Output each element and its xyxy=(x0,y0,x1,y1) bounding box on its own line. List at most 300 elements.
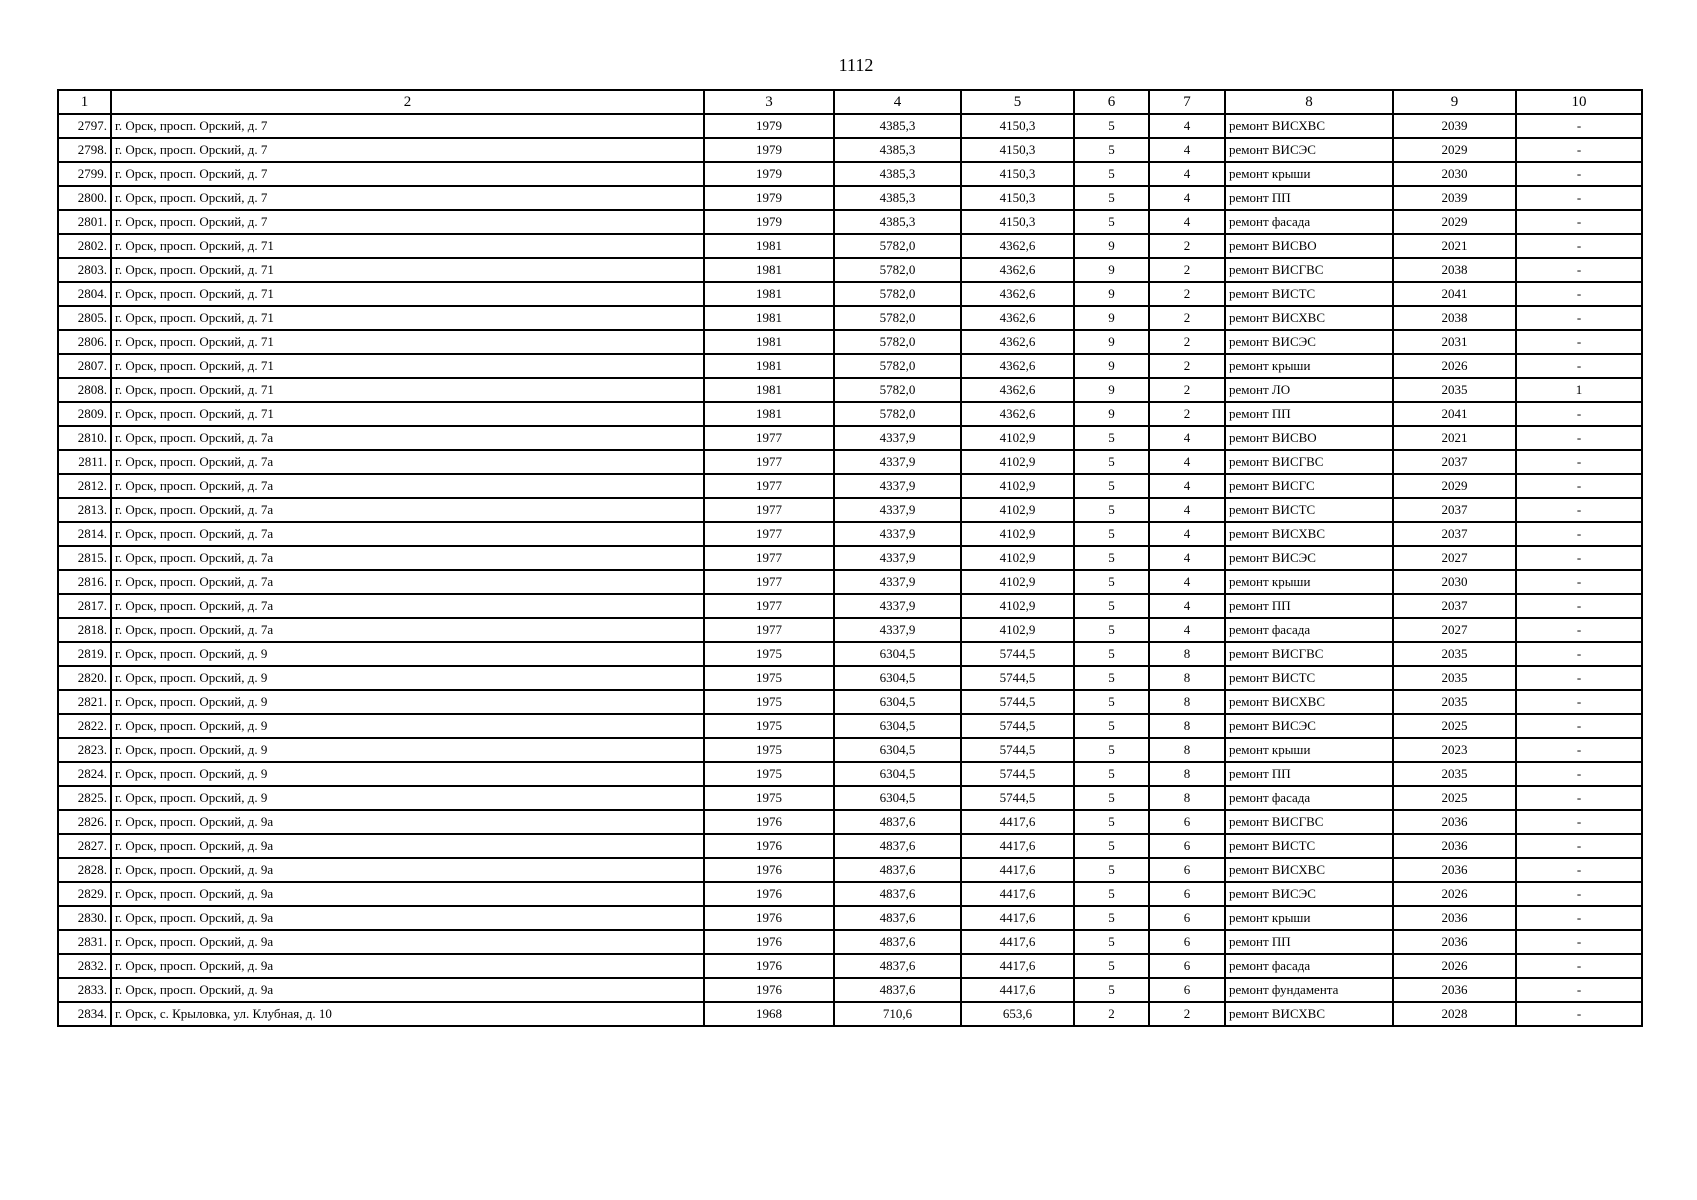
floors-cell: 5 xyxy=(1074,762,1149,786)
address-cell: г. Орск, просп. Орский, д. 7 xyxy=(111,210,704,234)
work-type-cell: ремонт ВИСХВС xyxy=(1225,1002,1393,1026)
address-cell: г. Орск, просп. Орский, д. 71 xyxy=(111,402,704,426)
row-number: 2802. xyxy=(58,234,111,258)
row-number: 2797. xyxy=(58,114,111,138)
entrances-cell: 4 xyxy=(1149,210,1225,234)
living-area-cell: 4102,9 xyxy=(961,426,1074,450)
plan-year-cell: 2035 xyxy=(1393,690,1516,714)
total-area-cell: 4385,3 xyxy=(834,210,961,234)
floors-cell: 5 xyxy=(1074,210,1149,234)
floors-cell: 5 xyxy=(1074,738,1149,762)
total-area-cell: 5782,0 xyxy=(834,402,961,426)
table-row xyxy=(58,330,1642,354)
living-area-cell: 4150,3 xyxy=(961,210,1074,234)
entrances-cell: 4 xyxy=(1149,546,1225,570)
note-cell: - xyxy=(1516,162,1642,186)
total-area-cell: 4337,9 xyxy=(834,522,961,546)
note-cell: - xyxy=(1516,522,1642,546)
living-area-cell: 653,6 xyxy=(961,1002,1074,1026)
living-area-cell: 4417,6 xyxy=(961,834,1074,858)
floors-cell: 5 xyxy=(1074,138,1149,162)
living-area-cell: 4417,6 xyxy=(961,978,1074,1002)
floors-cell: 5 xyxy=(1074,810,1149,834)
living-area-cell: 5744,5 xyxy=(961,690,1074,714)
living-area-cell: 4102,9 xyxy=(961,594,1074,618)
plan-year-cell: 2023 xyxy=(1393,738,1516,762)
row-number: 2822. xyxy=(58,714,111,738)
entrances-cell: 8 xyxy=(1149,738,1225,762)
note-cell: - xyxy=(1516,258,1642,282)
row-number: 2810. xyxy=(58,426,111,450)
address-cell: г. Орск, просп. Орский, д. 9а xyxy=(111,834,704,858)
row-number: 2812. xyxy=(58,474,111,498)
work-type-cell: ремонт ПП xyxy=(1225,594,1393,618)
plan-year-cell: 2036 xyxy=(1393,906,1516,930)
address-cell: г. Орск, просп. Орский, д. 7а xyxy=(111,426,704,450)
row-number: 2806. xyxy=(58,330,111,354)
column-header: 8 xyxy=(1225,90,1393,114)
plan-year-cell: 2041 xyxy=(1393,282,1516,306)
work-type-cell: ремонт ЛО xyxy=(1225,378,1393,402)
note-cell: - xyxy=(1516,954,1642,978)
plan-year-cell: 2029 xyxy=(1393,474,1516,498)
entrances-cell: 4 xyxy=(1149,138,1225,162)
year-cell: 1977 xyxy=(704,618,834,642)
floors-cell: 5 xyxy=(1074,882,1149,906)
row-number: 2817. xyxy=(58,594,111,618)
table-row xyxy=(58,978,1642,1002)
total-area-cell: 4337,9 xyxy=(834,450,961,474)
total-area-cell: 4385,3 xyxy=(834,114,961,138)
total-area-cell: 5782,0 xyxy=(834,330,961,354)
table-row xyxy=(58,594,1642,618)
table-row xyxy=(58,498,1642,522)
table-row xyxy=(58,138,1642,162)
year-cell: 1975 xyxy=(704,762,834,786)
work-type-cell: ремонт ВИСГВС xyxy=(1225,642,1393,666)
work-type-cell: ремонт крыши xyxy=(1225,906,1393,930)
floors-cell: 9 xyxy=(1074,306,1149,330)
address-cell: г. Орск, с. Крыловка, ул. Клубная, д. 10 xyxy=(111,1002,704,1026)
living-area-cell: 4362,6 xyxy=(961,402,1074,426)
note-cell: - xyxy=(1516,762,1642,786)
address-cell: г. Орск, просп. Орский, д. 9 xyxy=(111,786,704,810)
plan-year-cell: 2030 xyxy=(1393,162,1516,186)
entrances-cell: 4 xyxy=(1149,186,1225,210)
note-cell: - xyxy=(1516,714,1642,738)
address-cell: г. Орск, просп. Орский, д. 71 xyxy=(111,378,704,402)
note-cell: - xyxy=(1516,978,1642,1002)
living-area-cell: 4102,9 xyxy=(961,450,1074,474)
plan-year-cell: 2026 xyxy=(1393,354,1516,378)
entrances-cell: 4 xyxy=(1149,522,1225,546)
floors-cell: 5 xyxy=(1074,834,1149,858)
work-type-cell: ремонт ПП xyxy=(1225,762,1393,786)
work-type-cell: ремонт крыши xyxy=(1225,354,1393,378)
entrances-cell: 2 xyxy=(1149,1002,1225,1026)
entrances-cell: 6 xyxy=(1149,906,1225,930)
address-cell: г. Орск, просп. Орский, д. 9 xyxy=(111,762,704,786)
plan-year-cell: 2029 xyxy=(1393,138,1516,162)
year-cell: 1979 xyxy=(704,138,834,162)
living-area-cell: 4417,6 xyxy=(961,882,1074,906)
row-number: 2826. xyxy=(58,810,111,834)
table-row xyxy=(58,762,1642,786)
row-number: 2832. xyxy=(58,954,111,978)
row-number: 2803. xyxy=(58,258,111,282)
work-type-cell: ремонт ВИСТС xyxy=(1225,666,1393,690)
living-area-cell: 4362,6 xyxy=(961,282,1074,306)
floors-cell: 5 xyxy=(1074,930,1149,954)
note-cell: - xyxy=(1516,402,1642,426)
address-cell: г. Орск, просп. Орский, д. 9а xyxy=(111,906,704,930)
year-cell: 1981 xyxy=(704,306,834,330)
work-type-cell: ремонт ВИСЭС xyxy=(1225,138,1393,162)
row-number: 2830. xyxy=(58,906,111,930)
row-number: 2808. xyxy=(58,378,111,402)
table-row xyxy=(58,426,1642,450)
page-number: 1112 xyxy=(838,55,874,75)
table-row xyxy=(58,474,1642,498)
plan-year-cell: 2029 xyxy=(1393,210,1516,234)
living-area-cell: 4102,9 xyxy=(961,570,1074,594)
work-type-cell: ремонт ВИСХВС xyxy=(1225,114,1393,138)
total-area-cell: 4337,9 xyxy=(834,594,961,618)
table-row xyxy=(58,522,1642,546)
note-cell: - xyxy=(1516,306,1642,330)
plan-year-cell: 2026 xyxy=(1393,882,1516,906)
table-row xyxy=(58,930,1642,954)
note-cell: - xyxy=(1516,858,1642,882)
table-row xyxy=(58,690,1642,714)
living-area-cell: 4362,6 xyxy=(961,234,1074,258)
plan-year-cell: 2036 xyxy=(1393,930,1516,954)
plan-year-cell: 2031 xyxy=(1393,330,1516,354)
floors-cell: 5 xyxy=(1074,498,1149,522)
living-area-cell: 4362,6 xyxy=(961,258,1074,282)
year-cell: 1979 xyxy=(704,186,834,210)
entrances-cell: 4 xyxy=(1149,594,1225,618)
total-area-cell: 6304,5 xyxy=(834,690,961,714)
entrances-cell: 6 xyxy=(1149,954,1225,978)
living-area-cell: 4102,9 xyxy=(961,546,1074,570)
note-cell: - xyxy=(1516,690,1642,714)
row-number: 2813. xyxy=(58,498,111,522)
living-area-cell: 4362,6 xyxy=(961,378,1074,402)
living-area-cell: 4417,6 xyxy=(961,810,1074,834)
note-cell: - xyxy=(1516,354,1642,378)
total-area-cell: 4385,3 xyxy=(834,162,961,186)
floors-cell: 5 xyxy=(1074,978,1149,1002)
plan-year-cell: 2027 xyxy=(1393,618,1516,642)
year-cell: 1979 xyxy=(704,114,834,138)
entrances-cell: 8 xyxy=(1149,690,1225,714)
living-area-cell: 4150,3 xyxy=(961,186,1074,210)
entrances-cell: 2 xyxy=(1149,234,1225,258)
year-cell: 1975 xyxy=(704,786,834,810)
year-cell: 1979 xyxy=(704,162,834,186)
row-number: 2827. xyxy=(58,834,111,858)
entrances-cell: 8 xyxy=(1149,714,1225,738)
plan-year-cell: 2035 xyxy=(1393,378,1516,402)
work-type-cell: ремонт крыши xyxy=(1225,162,1393,186)
registry-table xyxy=(57,89,1643,1027)
entrances-cell: 4 xyxy=(1149,450,1225,474)
address-cell: г. Орск, просп. Орский, д. 7а xyxy=(111,450,704,474)
year-cell: 1976 xyxy=(704,978,834,1002)
table-row xyxy=(58,642,1642,666)
row-number: 2811. xyxy=(58,450,111,474)
table-row xyxy=(58,354,1642,378)
table-row xyxy=(58,450,1642,474)
total-area-cell: 4837,6 xyxy=(834,978,961,1002)
entrances-cell: 2 xyxy=(1149,306,1225,330)
living-area-cell: 4102,9 xyxy=(961,522,1074,546)
work-type-cell: ремонт фасада xyxy=(1225,618,1393,642)
floors-cell: 5 xyxy=(1074,642,1149,666)
entrances-cell: 8 xyxy=(1149,762,1225,786)
floors-cell: 5 xyxy=(1074,450,1149,474)
table-row xyxy=(58,234,1642,258)
total-area-cell: 4837,6 xyxy=(834,882,961,906)
note-cell: - xyxy=(1516,666,1642,690)
year-cell: 1977 xyxy=(704,522,834,546)
table-row xyxy=(58,810,1642,834)
table-row xyxy=(58,162,1642,186)
year-cell: 1976 xyxy=(704,858,834,882)
address-cell: г. Орск, просп. Орский, д. 9 xyxy=(111,642,704,666)
floors-cell: 5 xyxy=(1074,954,1149,978)
year-cell: 1981 xyxy=(704,282,834,306)
column-header: 10 xyxy=(1516,90,1642,114)
living-area-cell: 4417,6 xyxy=(961,930,1074,954)
living-area-cell: 4417,6 xyxy=(961,858,1074,882)
entrances-cell: 2 xyxy=(1149,258,1225,282)
floors-cell: 9 xyxy=(1074,330,1149,354)
living-area-cell: 4417,6 xyxy=(961,954,1074,978)
total-area-cell: 5782,0 xyxy=(834,282,961,306)
plan-year-cell: 2036 xyxy=(1393,834,1516,858)
address-cell: г. Орск, просп. Орский, д. 7а xyxy=(111,618,704,642)
total-area-cell: 4837,6 xyxy=(834,810,961,834)
note-cell: - xyxy=(1516,138,1642,162)
address-cell: г. Орск, просп. Орский, д. 9а xyxy=(111,930,704,954)
note-cell: - xyxy=(1516,450,1642,474)
total-area-cell: 4837,6 xyxy=(834,906,961,930)
note-cell: - xyxy=(1516,570,1642,594)
work-type-cell: ремонт ВИСВО xyxy=(1225,234,1393,258)
total-area-cell: 4337,9 xyxy=(834,570,961,594)
plan-year-cell: 2026 xyxy=(1393,954,1516,978)
plan-year-cell: 2036 xyxy=(1393,978,1516,1002)
work-type-cell: ремонт ВИСГВС xyxy=(1225,810,1393,834)
entrances-cell: 2 xyxy=(1149,282,1225,306)
work-type-cell: ремонт ПП xyxy=(1225,930,1393,954)
plan-year-cell: 2037 xyxy=(1393,594,1516,618)
total-area-cell: 4385,3 xyxy=(834,186,961,210)
row-number: 2819. xyxy=(58,642,111,666)
floors-cell: 5 xyxy=(1074,690,1149,714)
work-type-cell: ремонт ВИСГВС xyxy=(1225,258,1393,282)
floors-cell: 2 xyxy=(1074,1002,1149,1026)
address-cell: г. Орск, просп. Орский, д. 9а xyxy=(111,858,704,882)
work-type-cell: ремонт крыши xyxy=(1225,738,1393,762)
work-type-cell: ремонт фасада xyxy=(1225,954,1393,978)
work-type-cell: ремонт фундамента xyxy=(1225,978,1393,1002)
plan-year-cell: 2037 xyxy=(1393,498,1516,522)
year-cell: 1976 xyxy=(704,954,834,978)
plan-year-cell: 2027 xyxy=(1393,546,1516,570)
entrances-cell: 8 xyxy=(1149,642,1225,666)
row-number: 2831. xyxy=(58,930,111,954)
year-cell: 1981 xyxy=(704,330,834,354)
year-cell: 1975 xyxy=(704,666,834,690)
living-area-cell: 4150,3 xyxy=(961,138,1074,162)
row-number: 2825. xyxy=(58,786,111,810)
address-cell: г. Орск, просп. Орский, д. 9 xyxy=(111,666,704,690)
work-type-cell: ремонт ВИСТС xyxy=(1225,282,1393,306)
year-cell: 1977 xyxy=(704,450,834,474)
row-number: 2824. xyxy=(58,762,111,786)
address-cell: г. Орск, просп. Орский, д. 9а xyxy=(111,882,704,906)
living-area-cell: 4362,6 xyxy=(961,330,1074,354)
row-number: 2798. xyxy=(58,138,111,162)
address-cell: г. Орск, просп. Орский, д. 71 xyxy=(111,234,704,258)
floors-cell: 9 xyxy=(1074,282,1149,306)
work-type-cell: ремонт ВИСЭС xyxy=(1225,714,1393,738)
total-area-cell: 4337,9 xyxy=(834,474,961,498)
total-area-cell: 4337,9 xyxy=(834,498,961,522)
row-number: 2829. xyxy=(58,882,111,906)
table-row xyxy=(58,882,1642,906)
note-cell: - xyxy=(1516,738,1642,762)
total-area-cell: 6304,5 xyxy=(834,666,961,690)
floors-cell: 5 xyxy=(1074,906,1149,930)
living-area-cell: 4362,6 xyxy=(961,354,1074,378)
column-header: 5 xyxy=(961,90,1074,114)
floors-cell: 5 xyxy=(1074,786,1149,810)
note-cell: 1 xyxy=(1516,378,1642,402)
table-row xyxy=(58,186,1642,210)
floors-cell: 5 xyxy=(1074,162,1149,186)
work-type-cell: ремонт ВИСХВС xyxy=(1225,306,1393,330)
note-cell: - xyxy=(1516,186,1642,210)
living-area-cell: 4150,3 xyxy=(961,162,1074,186)
work-type-cell: ремонт фасада xyxy=(1225,786,1393,810)
floors-cell: 5 xyxy=(1074,666,1149,690)
address-cell: г. Орск, просп. Орский, д. 7а xyxy=(111,570,704,594)
column-header: 3 xyxy=(704,90,834,114)
table-row xyxy=(58,546,1642,570)
row-number: 2816. xyxy=(58,570,111,594)
note-cell: - xyxy=(1516,498,1642,522)
row-number: 2828. xyxy=(58,858,111,882)
note-cell: - xyxy=(1516,810,1642,834)
note-cell: - xyxy=(1516,282,1642,306)
floors-cell: 9 xyxy=(1074,402,1149,426)
entrances-cell: 4 xyxy=(1149,618,1225,642)
living-area-cell: 4417,6 xyxy=(961,906,1074,930)
plan-year-cell: 2039 xyxy=(1393,186,1516,210)
total-area-cell: 4337,9 xyxy=(834,426,961,450)
entrances-cell: 8 xyxy=(1149,786,1225,810)
floors-cell: 9 xyxy=(1074,354,1149,378)
note-cell: - xyxy=(1516,882,1642,906)
floors-cell: 9 xyxy=(1074,234,1149,258)
work-type-cell: ремонт ВИСЭС xyxy=(1225,330,1393,354)
total-area-cell: 6304,5 xyxy=(834,642,961,666)
table-row xyxy=(58,738,1642,762)
work-type-cell: ремонт ВИСХВС xyxy=(1225,522,1393,546)
table-row xyxy=(58,666,1642,690)
plan-year-cell: 2028 xyxy=(1393,1002,1516,1026)
plan-year-cell: 2035 xyxy=(1393,762,1516,786)
note-cell: - xyxy=(1516,786,1642,810)
work-type-cell: ремонт ВИСЭС xyxy=(1225,546,1393,570)
address-cell: г. Орск, просп. Орский, д. 9 xyxy=(111,714,704,738)
floors-cell: 5 xyxy=(1074,714,1149,738)
floors-cell: 5 xyxy=(1074,114,1149,138)
table-row xyxy=(58,954,1642,978)
address-cell: г. Орск, просп. Орский, д. 71 xyxy=(111,354,704,378)
year-cell: 1981 xyxy=(704,258,834,282)
work-type-cell: ремонт ВИСГВС xyxy=(1225,450,1393,474)
note-cell: - xyxy=(1516,114,1642,138)
living-area-cell: 4362,6 xyxy=(961,306,1074,330)
plan-year-cell: 2039 xyxy=(1393,114,1516,138)
work-type-cell: ремонт ВИСТС xyxy=(1225,834,1393,858)
entrances-cell: 2 xyxy=(1149,330,1225,354)
address-cell: г. Орск, просп. Орский, д. 71 xyxy=(111,330,704,354)
living-area-cell: 5744,5 xyxy=(961,714,1074,738)
table-row xyxy=(58,258,1642,282)
entrances-cell: 4 xyxy=(1149,498,1225,522)
year-cell: 1979 xyxy=(704,210,834,234)
year-cell: 1976 xyxy=(704,882,834,906)
entrances-cell: 4 xyxy=(1149,162,1225,186)
living-area-cell: 4150,3 xyxy=(961,114,1074,138)
column-header: 2 xyxy=(111,90,704,114)
address-cell: г. Орск, просп. Орский, д. 7 xyxy=(111,162,704,186)
column-header: 7 xyxy=(1149,90,1225,114)
table-row xyxy=(58,834,1642,858)
table-row xyxy=(58,786,1642,810)
entrances-cell: 6 xyxy=(1149,978,1225,1002)
note-cell: - xyxy=(1516,1002,1642,1026)
work-type-cell: ремонт ПП xyxy=(1225,186,1393,210)
total-area-cell: 6304,5 xyxy=(834,738,961,762)
total-area-cell: 5782,0 xyxy=(834,258,961,282)
plan-year-cell: 2021 xyxy=(1393,234,1516,258)
table-row xyxy=(58,618,1642,642)
year-cell: 1981 xyxy=(704,354,834,378)
year-cell: 1976 xyxy=(704,810,834,834)
address-cell: г. Орск, просп. Орский, д. 9а xyxy=(111,954,704,978)
entrances-cell: 4 xyxy=(1149,426,1225,450)
plan-year-cell: 2021 xyxy=(1393,426,1516,450)
year-cell: 1975 xyxy=(704,642,834,666)
plan-year-cell: 2036 xyxy=(1393,858,1516,882)
living-area-cell: 5744,5 xyxy=(961,762,1074,786)
year-cell: 1977 xyxy=(704,546,834,570)
year-cell: 1977 xyxy=(704,426,834,450)
table-row xyxy=(58,282,1642,306)
living-area-cell: 4102,9 xyxy=(961,474,1074,498)
address-cell: г. Орск, просп. Орский, д. 7 xyxy=(111,114,704,138)
entrances-cell: 6 xyxy=(1149,834,1225,858)
floors-cell: 5 xyxy=(1074,186,1149,210)
plan-year-cell: 2041 xyxy=(1393,402,1516,426)
